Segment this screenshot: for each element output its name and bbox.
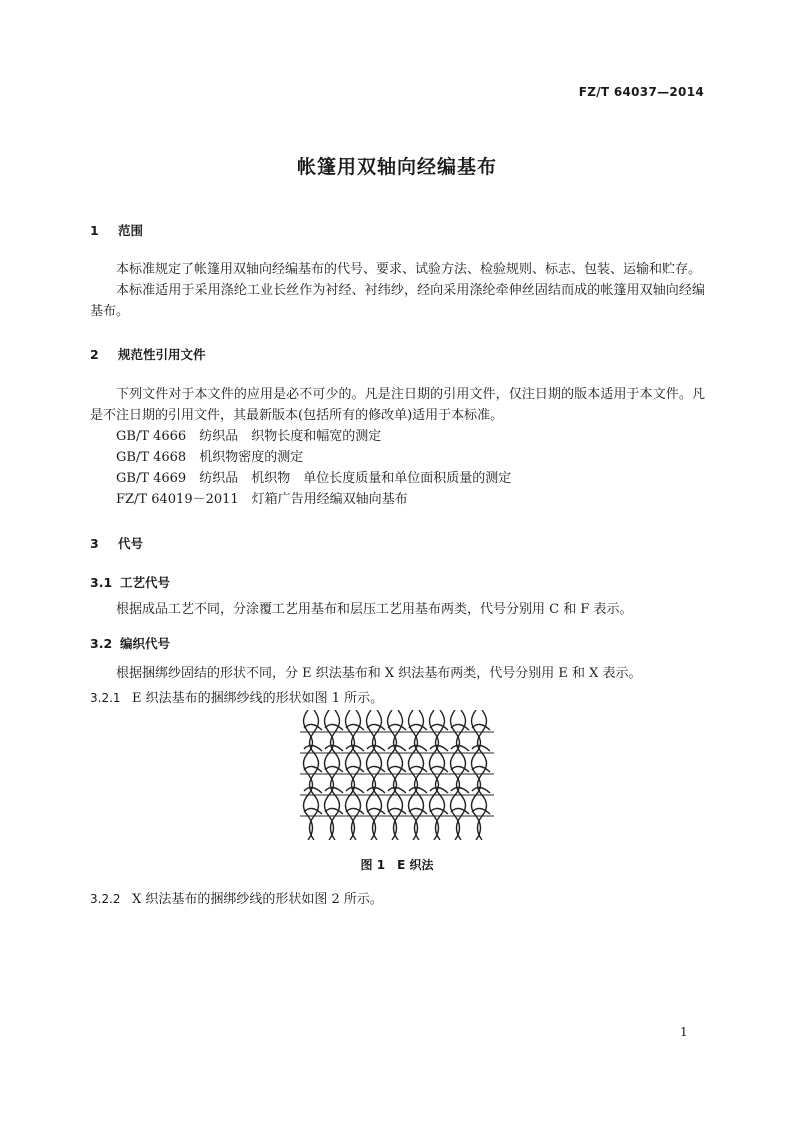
section-1-paragraph-1: 本标准规定了帐篷用双轴向经编基布的代号、要求、试验方法、检验规则、标志、包装、运输和贮存。 — [116, 262, 702, 277]
section-title: 代号 — [118, 536, 144, 551]
reference-item: GB/T 4669 纺织品 机织物 单位长度质量和单位面积质量的测定 — [116, 471, 512, 486]
section-title: 范围 — [118, 223, 144, 238]
section-3-1-heading — [90, 573, 170, 591]
e-weave-structure-figure — [300, 710, 494, 840]
section-number: 3.1 — [90, 575, 113, 590]
section-3-2-1 — [90, 687, 383, 706]
section-3-2-2 — [90, 888, 383, 907]
section-title: 规范性引用文件 — [118, 347, 206, 362]
figure-1-caption: 图 1 E 织法 — [360, 858, 434, 872]
section-number: 3.2.1 — [90, 691, 121, 705]
section-title: 编织代号 — [120, 636, 171, 651]
standard-code: FZ/T 64037—2014 — [578, 85, 704, 99]
reference-item: GB/T 4668 机织物密度的测定 — [116, 450, 304, 465]
section-2-heading — [90, 345, 206, 363]
section-1-heading — [90, 221, 143, 239]
section-number: 3 — [90, 536, 99, 551]
document-title: 帐篷用双轴向经编基布 — [296, 156, 497, 178]
section-text: X 织法基布的捆绑纱线的形状如图 2 所示。 — [132, 892, 383, 907]
section-number: 3.2.2 — [90, 892, 121, 906]
section-3-2-heading — [90, 634, 170, 652]
reference-item: GB/T 4666 纺织品 织物长度和幅宽的测定 — [116, 429, 382, 444]
section-title: 工艺代号 — [120, 575, 171, 590]
section-text: E 织法基布的捆绑纱线的形状如图 1 所示。 — [132, 691, 384, 706]
section-number: 2 — [90, 347, 99, 362]
section-2-paragraph-1: 下列文件对于本文件的应用是必不可少的。凡是注日期的引用文件，仅注日期的版本适用于本文件。凡是不注日期的引用文件，其最新版本(包括所有的修改单)适用于本标准。 — [90, 387, 705, 423]
section-3-1-paragraph: 根据成品工艺不同，分涂覆工艺用基布和层压工艺用基布两类，代号分别用 C 和 F 表示。 — [116, 602, 633, 617]
section-1-paragraph-2: 本标准适用于采用涤纶工业长丝作为衬经、衬纬纱，经向采用涤纶牵伸丝固结而成的帐篷用双轴向经编基布。 — [90, 283, 705, 319]
section-number: 3.2 — [90, 636, 113, 651]
reference-item: FZ/T 64019－2011 灯箱广告用经编双轴向基布 — [116, 492, 408, 507]
section-3-2-paragraph: 根据捆绑纱固结的形状不同，分 E 织法基布和 X 织法基布两类，代号分别用 E 和 X 表示。 — [116, 666, 642, 681]
section-number: 1 — [90, 223, 99, 238]
page-number: 1 — [680, 1025, 688, 1039]
section-3-heading — [90, 534, 143, 552]
